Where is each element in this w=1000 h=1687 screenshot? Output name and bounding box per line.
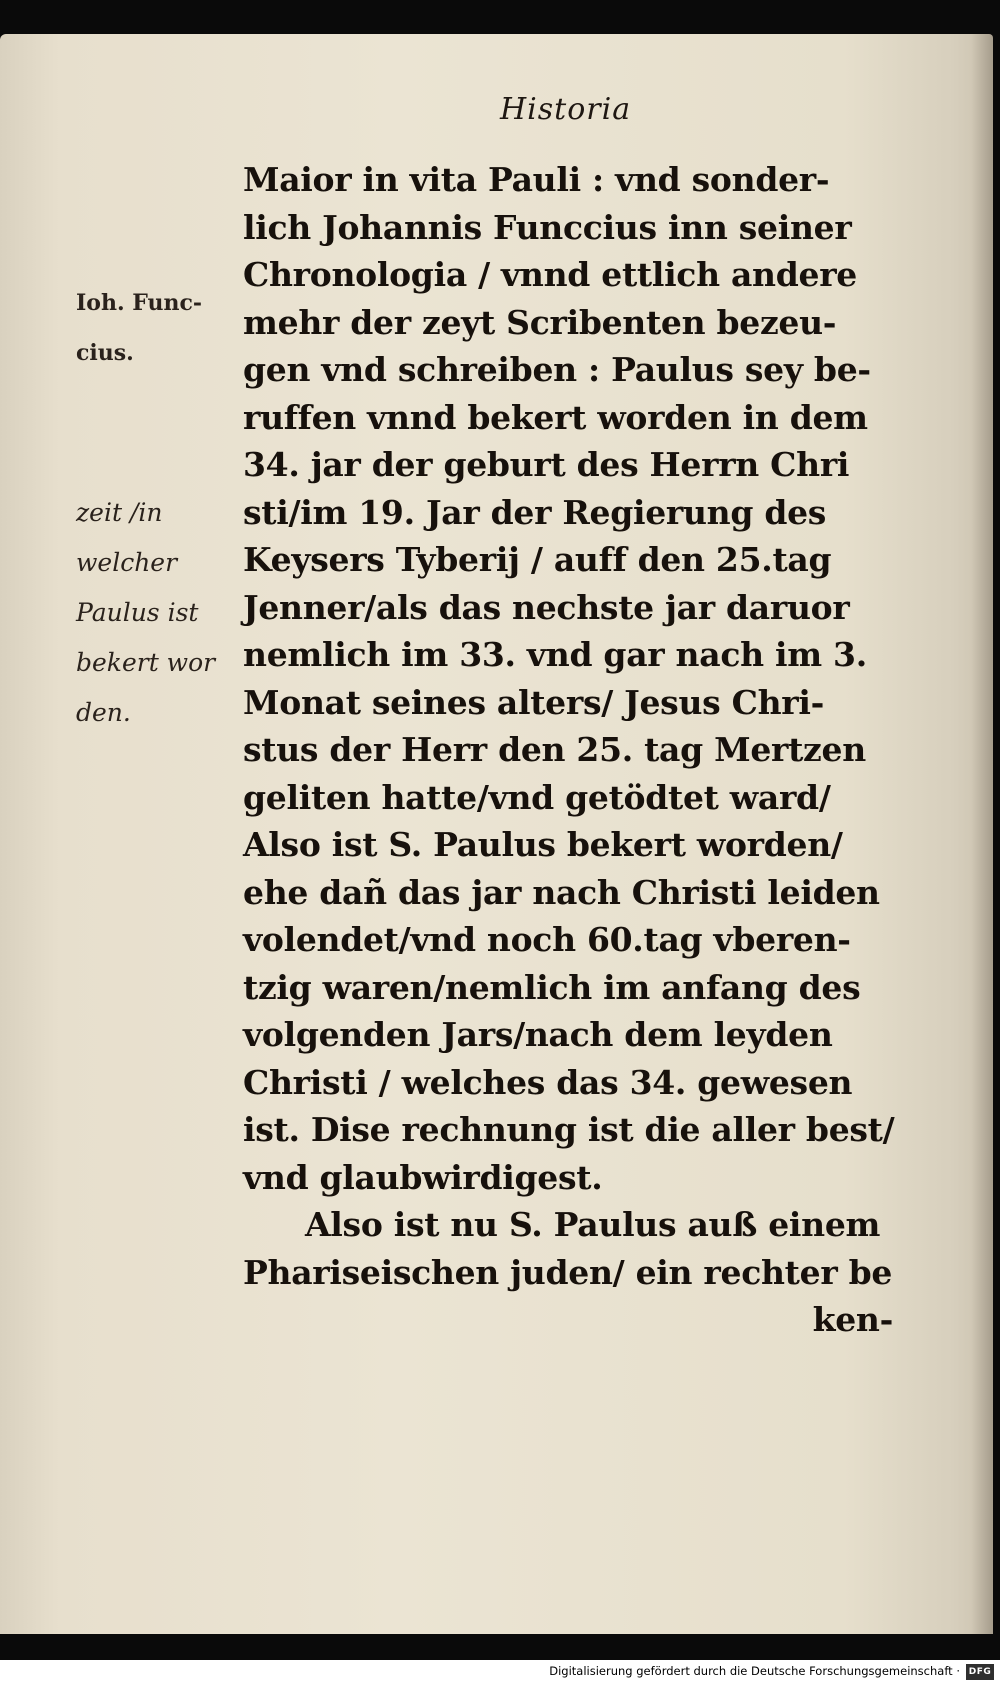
text-line: Keysers Tyberij / auff den 25.tag [243, 540, 832, 579]
text-line: sti/im 19. Jar der Regierung des [243, 492, 827, 532]
marginal-note-line: welcher [76, 548, 178, 577]
text-line: ehe dañ das jar nach Christi leiden [243, 872, 880, 912]
marginal-note-line: bekert wor [76, 648, 216, 677]
marginal-note-line: Ioh. Func- [76, 290, 203, 316]
marginal-note-line: den. [76, 698, 131, 727]
text-line: 34. jar der geburt des Herrn Chri [243, 445, 850, 484]
text-line: stus der Herr den 25. tag Mertzen [243, 730, 866, 769]
text-line: volgenden Jars/nach dem leyden [243, 1015, 833, 1054]
text-line: Maior in vita Pauli : vnd sonder- [243, 160, 830, 199]
marginal-note-line: zeit /in [76, 498, 163, 527]
text-line: lich Johannis Funccius inn seiner [243, 207, 852, 247]
text-line: Chronologia / vnnd ettlich andere [243, 255, 858, 294]
digitization-credit: Digitalisierung gefördert durch die Deutsche Forschungsgemeinschaft · [549, 1664, 960, 1678]
text-line: ist. Dise rechnung ist die aller best/ [243, 1110, 895, 1149]
text-line: geliten hatte/vnd getödtet ward/ [243, 777, 831, 817]
text-line: vnd glaubwirdigest. [243, 1157, 603, 1197]
text-line: ruffen vnnd bekert worden in dem [243, 397, 868, 437]
text-line: gen vnd schreiben : Paulus sey be- [243, 350, 871, 389]
running-header: Historia [500, 92, 632, 127]
text-line: Christi / welches das 34. gewesen [243, 1062, 853, 1102]
dfg-logo: DFG [966, 1664, 994, 1680]
marginal-note-zeit [76, 488, 215, 738]
body-text [243, 156, 933, 1344]
text-line: mehr der zeyt Scribenten bezeu- [243, 302, 837, 342]
text-line: tzig waren/nemlich im anfang des [243, 967, 861, 1007]
marginal-note-funccius [76, 278, 202, 378]
catchword: ken- [812, 1300, 893, 1339]
text-line: volendet/vnd noch 60.tag vberen- [243, 920, 851, 959]
marginal-note-line: cius. [76, 340, 134, 366]
text-line: Jenner/als das nechste jar daruor [243, 587, 850, 627]
marginal-note-line: Paulus ist [76, 598, 199, 627]
text-line: Phariseischen juden/ ein rechter be [243, 1252, 893, 1292]
paragraph-start-line: Also ist nu S. Paulus auß einem [305, 1205, 881, 1244]
book-page [0, 34, 993, 1634]
text-line: Monat seines alters/ Jesus Chri- [243, 682, 825, 722]
text-line: nemlich im 33. vnd gar nach im 3. [243, 635, 867, 674]
text-line: Also ist S. Paulus bekert worden/ [243, 825, 843, 864]
